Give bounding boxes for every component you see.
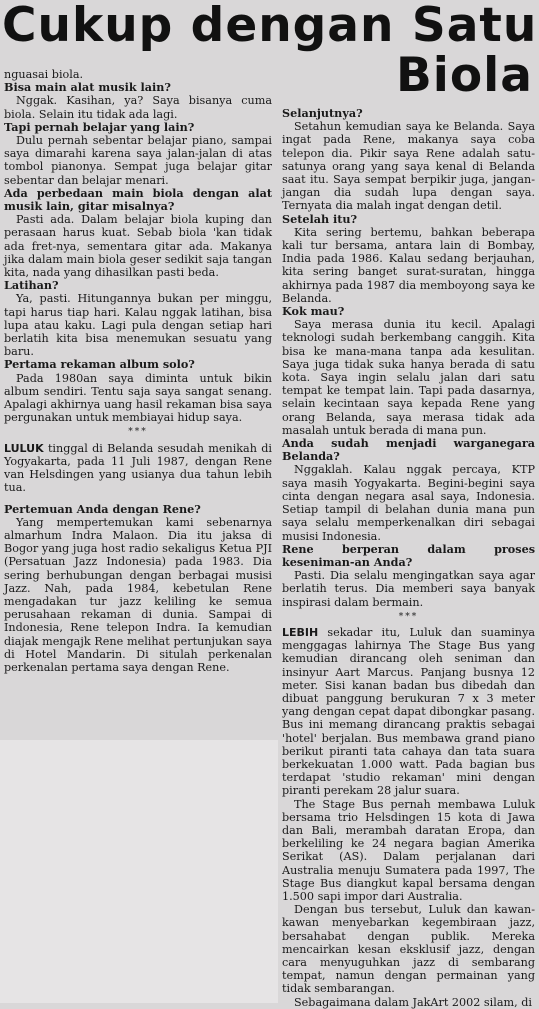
interview-answer: Sebagaimana dalam JakArt 2002 silam, di — [294, 995, 532, 1009]
interview-answer: Pasti. Dia selalu mengingatkan saya agar berlatih terus. Dia memberi saya banyak inspirasi dalam bermain. — [282, 569, 535, 609]
interview-question: Selanjutnya? — [282, 106, 363, 120]
right-column — [282, 107, 535, 1009]
paragraph: nguasai biola. — [4, 68, 84, 81]
interview-question: Rene berperan dalam proses keseniman-an Anda? — [282, 541, 535, 569]
left-column — [4, 68, 272, 674]
interview-answer: Ya, pasti. Hitungannya bukan per minggu, tapi harus tiap hari. Kalau nggak latihan, bisa lupa atau kaku. Lagi pula dengan setiap hari berlatih kita bisa menemukan sesuatu yang baru. — [4, 292, 272, 359]
interview-question: Latihan? — [4, 278, 59, 293]
interview-answer: Dengan bus tersebut, Luluk dan kawan-kawan menyebarkan kegembiraan jazz, bersahabat dengan publik. Mereka mencairkan kesan eksklusif jazz, dengan cara menyuguhkan jazz di sembarang tempat, namun dengan permainan yang tidak sembarangan. — [282, 903, 535, 996]
section-separator: *** — [128, 427, 148, 438]
interview-answer: Kita sering bertemu, bahkan beberapa kali tur bersama, antara lain di Bombay, India pada 1986. Kalau sedang berjauhan, kita sering banget surat-suratan, hingga akhirnya pada 1987 dia memboyong saya ke Belanda. — [282, 225, 535, 305]
section-separator: *** — [398, 611, 419, 622]
interview-question: Tapi pernah belajar yang lain? — [4, 119, 195, 134]
interview-question: Pertama rekaman album solo? — [4, 357, 195, 372]
paragraph-lead — [4, 442, 272, 495]
interview-answer: Yang mempertemukan kami sebenarnya almarhum Indra Malaon. Dia itu jaksa di Bogor yang juga host radio sekaligus Ketua PJI (Persatuan Jazz Indonesia) pada 1983. Dia sering berhubungan dengan berbagai musisi Jazz. Nah, pada 1984, kebetulan Rene mengadakan tur jazz keliling ke semua perusahaan rekaman di dunia. Sampai di Indonesia, Rene telepon Indra. Ia kemudian diajak mengajk Rene melihat pertunjukan saya di Hotel Mandarin. Di situlah perkenalan perkenalan pertama saya dengan Rene. — [4, 515, 272, 674]
lead-text: sekadar itu, Luluk dan suaminya menggagas lahirnya The Stage Bus yang kemudian dirancang oleh seniman dan insinyur Aart Marcus. Panjang busnya 12 meter. Sisi kanan badan bus dibedah dan dibuat panggung berukuran 7 x 3 meter yang dengan cepat dapat dibongkar pasang. Bus ini memang dirancang praktis sebagai 'hotel' berjalan. Bus membawa grand piano berikut piranti tata cahaya dan tata suara berkekuatan 1.000 watt. Pada bagian bus terdapat 'studio rekaman' mini dengan piranti perekam 28 jalur suara. — [282, 625, 535, 798]
interview-answer: Pasti ada. Dalam belajar biola kuping dan perasaan harus kuat. Sebab biola 'kan tidak ada fret-nya, sementara gitar ada. Makanya jika dalam main biola geser sedikit saja tangan kita, nada yang dihasilkan pasti beda. — [4, 213, 272, 280]
interview-question: Ada perbedaan main biola dengan alat musik lain, gitar misalnya? — [4, 185, 272, 214]
headline-line-1: Cukup dengan Satu — [2, 0, 538, 53]
interview-answer: Dulu pernah sebentar belajar piano, sampai saya dimarahi karena saya jalan-jalan di atas tombol pianonya. Sempat juga belajar gitar sebentar dan belajar menari. — [4, 134, 272, 187]
interview-question: Pertemuan Anda dengan Rene? — [4, 501, 201, 516]
interview-question: Bisa main alat musik lain? — [4, 80, 171, 95]
paragraph-lead — [282, 626, 535, 798]
lead-word: LEBIH — [282, 625, 319, 639]
interview-answer: Nggaklah. Kalau nggak percaya, KTP saya masih Yogyakarta. Begini-begini saya cinta dengan negara asal saya, Indonesia. Setiap tampil di belahan dunia mana pun saya selalu memperkenalkan diri sebagai musisi Indonesia. — [282, 463, 535, 543]
interview-question: Anda sudah menjadi warganegara Belanda? — [282, 436, 535, 464]
interview-answer: Saya merasa dunia itu kecil. Apalagi teknologi sudah berkembang canggih. Kita bisa ke mana-mana tanpa ada kesulitan. Saya juga tidak suka hanya berada di satu kota. Saya ingin selalu jalan dari satu tempat ke tempat lain. Tapi pada dasarnya, selain kecintaan saya kepada Rene yang orang Belanda, saya merasa tidak ada masalah untuk berada di mana pun. — [282, 318, 535, 437]
interview-question: Kok mau? — [282, 304, 345, 319]
interview-answer: Pada 1980an saya diminta untuk bikin album sendiri. Tentu saja saya sangat senang. Apalagi akhirnya uang hasil rekaman bisa saya pergunakan untuk membiayai hidup saya. — [4, 371, 272, 425]
lead-word: LULUK — [4, 441, 44, 455]
interview-answer: The Stage Bus pernah membawa Luluk bersama trio Helsdingen 15 kota di Jawa dan Bali, merambah daratan Eropa, dan berkeliling ke 24 negara bagian Amerika Serikat (AS). Dalam perjalanan dari Australia menuju Sumatera pada 1997, The Stage Bus diangkut kapal bersama dengan 1.500 sapi impor dari Australia. — [282, 797, 535, 903]
blank-area — [0, 740, 278, 1003]
headline-line-2: Biola — [395, 48, 533, 103]
interview-answer: Setahun kemudian saya ke Belanda. Saya ingat pada Rene, makanya saya coba telepon dia. Pikir saya Rene adalah satu-satunya orang yang saya kenal di Belanda saat itu. Saya sempat berpikir juga, jangan-jangan dia sudah lupa dengan saya. Ternyata dia malah ingat dengan detil. — [282, 120, 535, 213]
interview-answer: Nggak. Kasihan, ya? Saya bisanya cuma biola. Selain itu tidak ada lagi. — [4, 94, 272, 121]
interview-question: Setelah itu? — [282, 211, 358, 226]
lead-text: tinggal di Belanda sesudah menikah di Yogyakarta, pada 11 Juli 1987, dengan Rene van Helsdingen yang usianya dua tahun lebih tua. — [4, 441, 272, 495]
